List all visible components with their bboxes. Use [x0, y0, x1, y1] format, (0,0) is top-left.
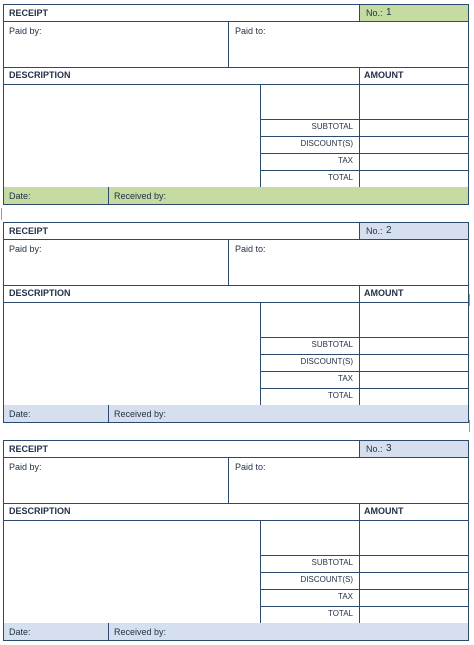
date-label: Date:: [9, 191, 31, 201]
receipt-number-value: 1: [386, 7, 392, 18]
received-by-label: Received by:: [114, 627, 167, 637]
paid-to-label: Paid to:: [235, 244, 266, 254]
receipt-number-label: No.:: [366, 8, 383, 18]
description-header: DESCRIPTION: [9, 506, 71, 516]
paid-to-label: Paid to:: [235, 462, 266, 472]
amount-header: AMOUNT: [364, 288, 404, 298]
received-by-label: Received by:: [114, 191, 167, 201]
total-label: TOTAL: [327, 173, 353, 182]
page-edge-mark: [1, 208, 6, 220]
receipt-3: [3, 440, 469, 641]
description-header: DESCRIPTION: [9, 70, 71, 80]
receipt-number-label: No.:: [366, 444, 383, 454]
amount-header: AMOUNT: [364, 70, 404, 80]
tax-label: TAX: [338, 592, 353, 601]
page-edge-mark: [469, 294, 474, 306]
receipt-2: [3, 222, 469, 423]
subtotal-label: SUBTOTAL: [311, 558, 353, 567]
subtotal-label: SUBTOTAL: [311, 122, 353, 131]
discounts-label: DISCOUNT(S): [300, 139, 353, 148]
date-row: [4, 623, 468, 640]
received-by-label: Received by:: [114, 409, 167, 419]
receipt-number-value: 2: [386, 225, 392, 236]
receipt-1: [3, 4, 469, 205]
subtotal-label: SUBTOTAL: [311, 340, 353, 349]
receipt-number-value: 3: [386, 443, 392, 454]
date-label: Date:: [9, 409, 31, 419]
tax-label: TAX: [338, 374, 353, 383]
date-row: [4, 187, 468, 204]
receipt-title: RECEIPT: [9, 8, 49, 18]
discounts-label: DISCOUNT(S): [300, 357, 353, 366]
tax-label: TAX: [338, 156, 353, 165]
paid-by-label: Paid by:: [9, 462, 42, 472]
receipt-title: RECEIPT: [9, 444, 49, 454]
description-header: DESCRIPTION: [9, 288, 71, 298]
date-label: Date:: [9, 627, 31, 637]
receipt-number-label: No.:: [366, 226, 383, 236]
paid-by-label: Paid by:: [9, 244, 42, 254]
date-row: [4, 405, 468, 422]
page-edge-mark: [469, 420, 474, 432]
discounts-label: DISCOUNT(S): [300, 575, 353, 584]
receipt-title: RECEIPT: [9, 226, 49, 236]
paid-to-label: Paid to:: [235, 26, 266, 36]
paid-by-label: Paid by:: [9, 26, 42, 36]
amount-header: AMOUNT: [364, 506, 404, 516]
total-label: TOTAL: [327, 391, 353, 400]
total-label: TOTAL: [327, 609, 353, 618]
